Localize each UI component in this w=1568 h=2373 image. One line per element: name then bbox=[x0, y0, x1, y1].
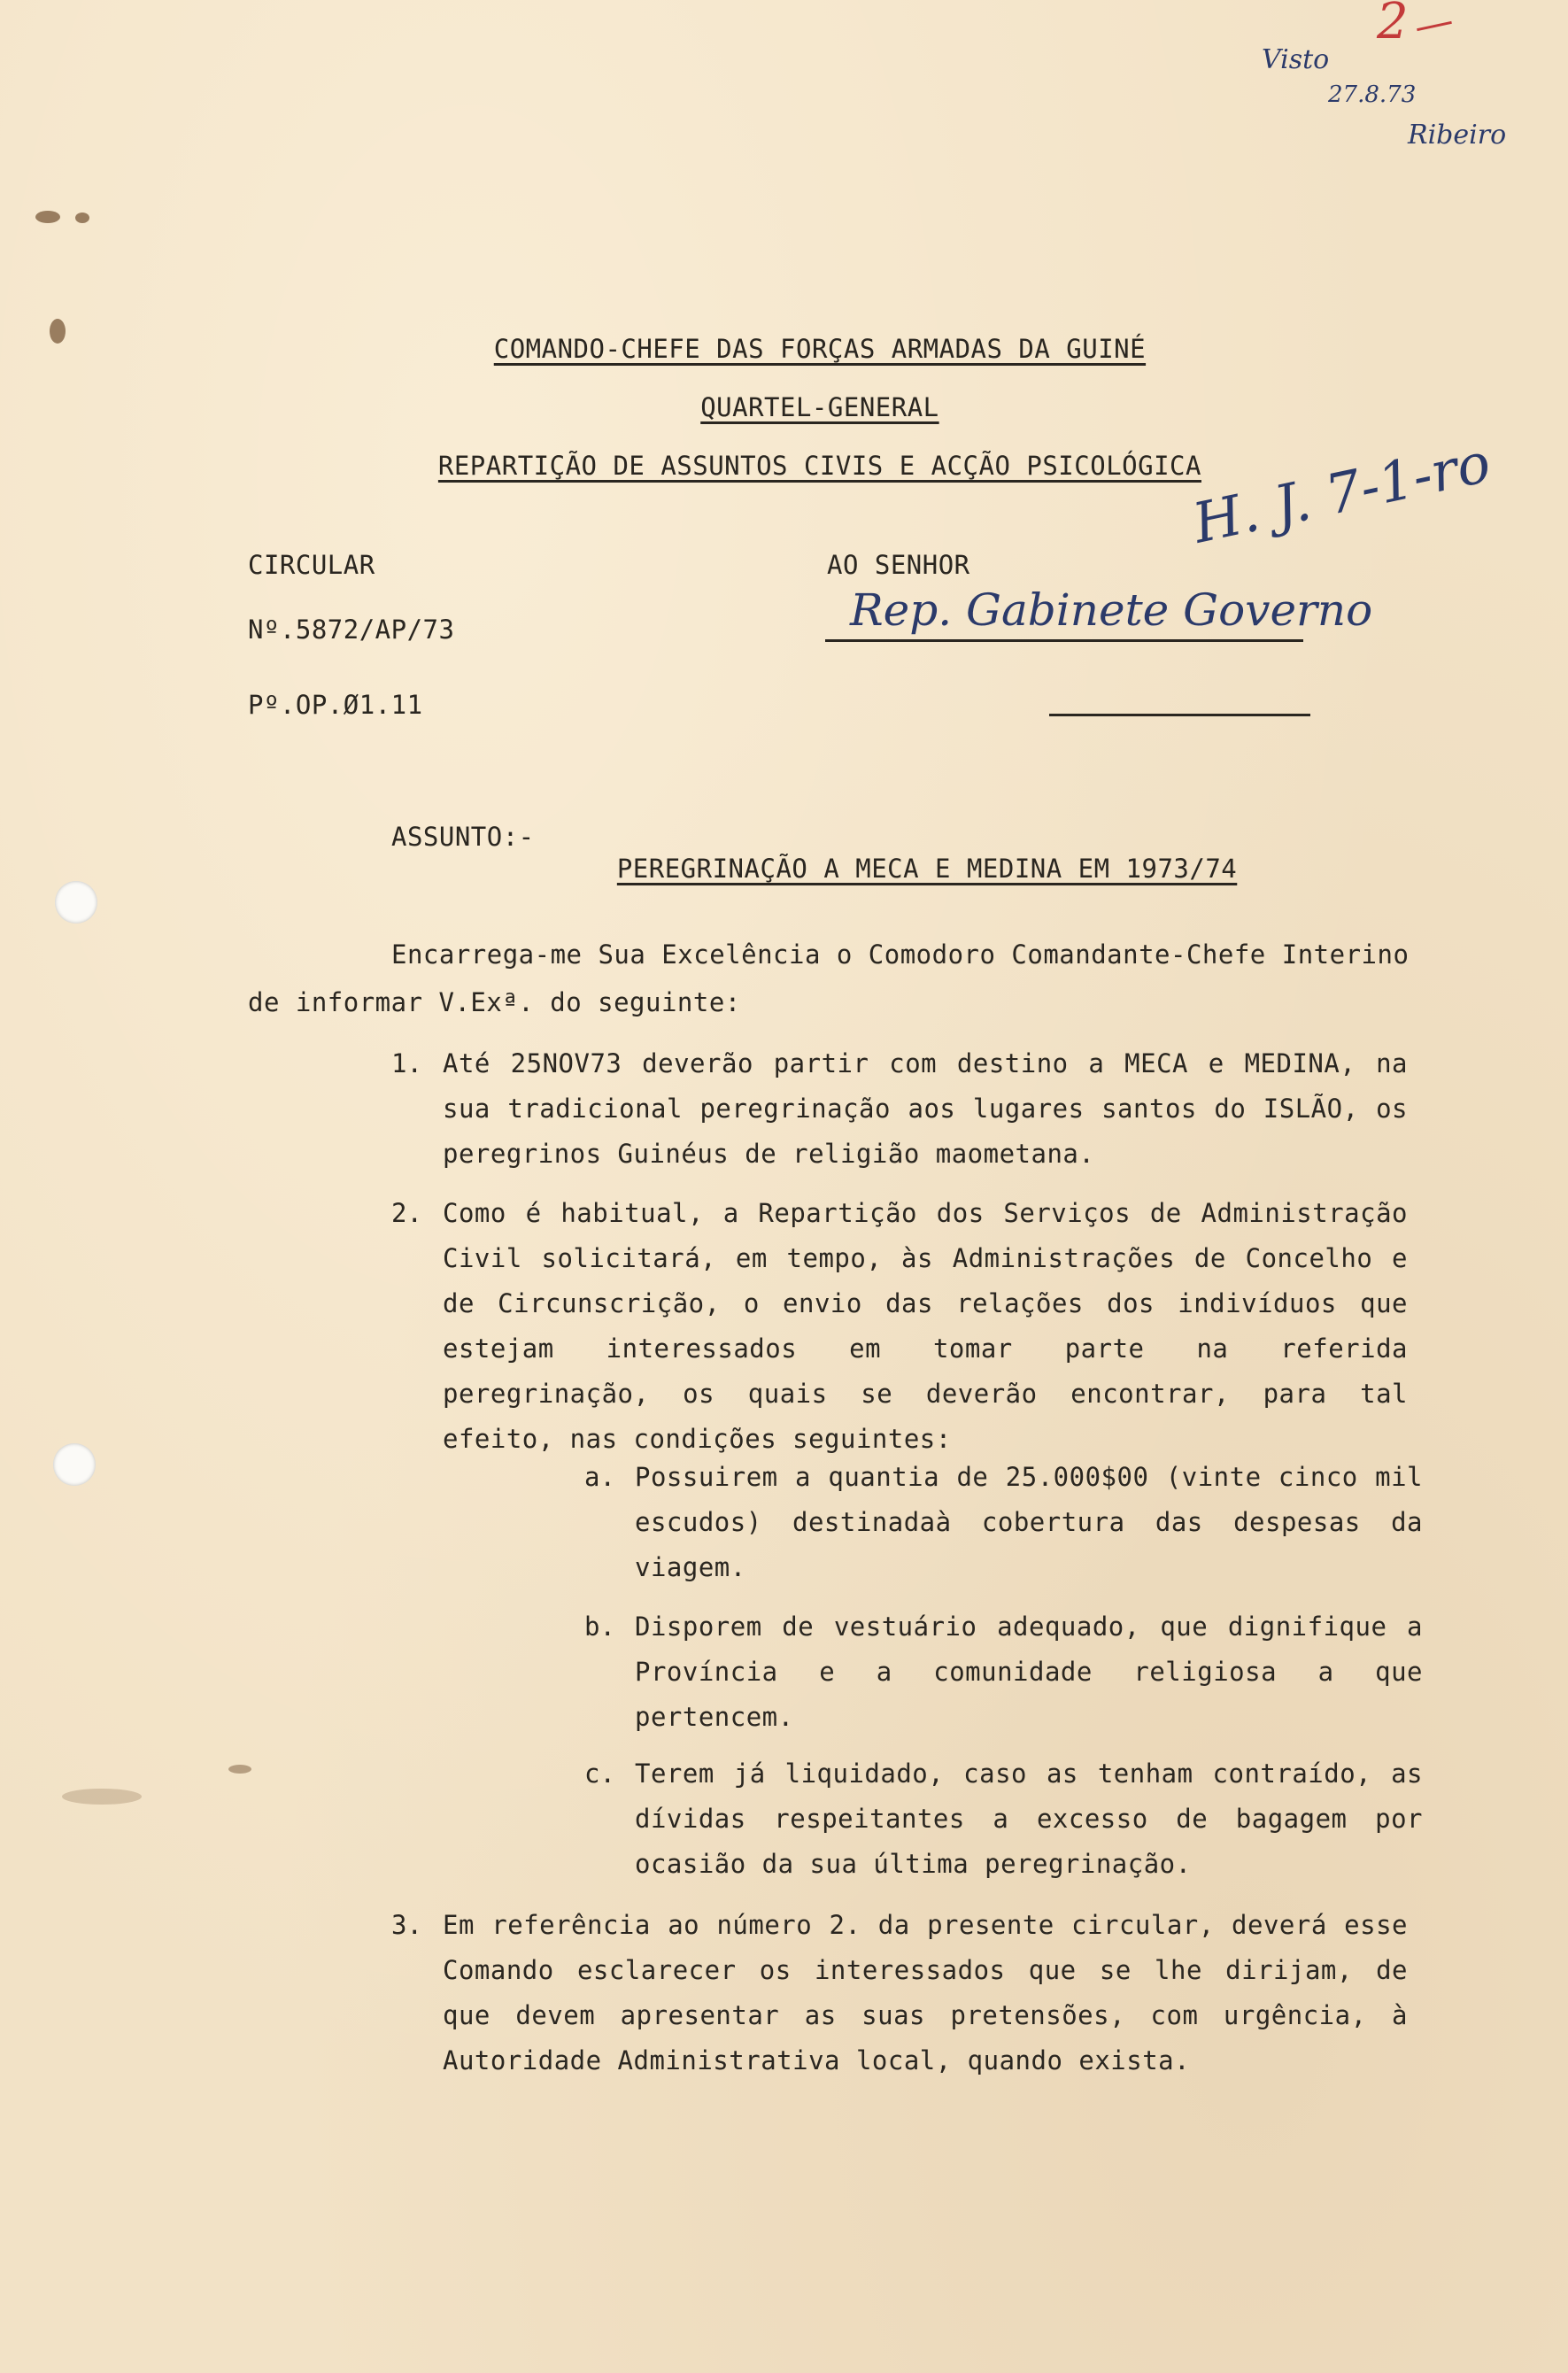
punch-hole-top bbox=[55, 881, 97, 924]
item-text: Em referência ao número 2. da presente circular, deverá esse Comando esclarecer os interessados que se lhe dirijam, de que devem apresentar as suas pretensões, com urgência, à Autoridade Administrativa local, quando exista. bbox=[443, 1910, 1408, 2075]
circular-number: Nº.5872/AP/73 bbox=[248, 615, 455, 645]
subitem-letter: c. bbox=[584, 1758, 615, 1789]
addressee-line-1 bbox=[825, 639, 1303, 642]
intro-line-1: Encarrega-me Sua Excelência o Comodoro Comandante-Chefe Interino bbox=[391, 939, 1410, 970]
item-number: 1. bbox=[391, 1048, 422, 1078]
stain-mark bbox=[62, 1789, 142, 1805]
stain-mark bbox=[75, 213, 89, 223]
header-line-2: QUARTEL-GENERAL bbox=[700, 392, 939, 422]
process-reference: Pº.OP.Ø1.11 bbox=[248, 690, 423, 720]
handwritten-initials: H. J. 7-1-ro bbox=[1187, 429, 1496, 556]
item-text: Como é habitual, a Repartição dos Serviços de Administração Civil solicitará, em tempo, às Administrações de Concelho e de Circunscrição, o envio das relações dos indivíduos que estejam interessados em tomar parte na referida peregrinação, os quais se deverão encontrar, para tal efeito, nas condições seguintes: bbox=[443, 1198, 1408, 1454]
item-number: 2. bbox=[391, 1198, 422, 1228]
subject-text: PEREGRINAÇÃO A MECA E MEDINA EM 1973/74 bbox=[616, 854, 1238, 884]
stain-mark bbox=[228, 1765, 251, 1774]
subitem-text: Disporem de vestuário adequado, que dignifique a Província e a comunidade religiosa a que pertencem. bbox=[635, 1612, 1423, 1732]
stain-mark bbox=[35, 211, 60, 223]
handwritten-addressee: Rep. Gabinete Governo bbox=[850, 584, 1373, 636]
visto-signature: Ribeiro bbox=[1408, 120, 1507, 151]
header-line-3: REPARTIÇÃO DE ASSUNTOS CIVIS E ACÇÃO PSICOLÓGICA bbox=[437, 451, 1201, 481]
punch-hole-bottom bbox=[53, 1443, 96, 1486]
subitem-text: Terem já liquidado, caso as tenham contraído, as dívidas respeitantes a excesso de bagagem por ocasião da sua última peregrinação. bbox=[635, 1758, 1423, 1879]
subitem-letter: b. bbox=[584, 1612, 615, 1642]
subject-label: ASSUNTO:- bbox=[391, 822, 535, 852]
visto-date: 27.8.73 bbox=[1328, 81, 1417, 108]
stain-mark bbox=[50, 319, 66, 344]
red-mark-stroke bbox=[1417, 21, 1452, 31]
subitem-text: Possuirem a quantia de 25.000$00 (vinte cinco mil escudos) destinadaà cobertura das despesas da viagem. bbox=[635, 1462, 1423, 1582]
item-text: Até 25NOV73 deverão partir com destino a MECA e MEDINA, na sua tradicional peregrinação aos lugares santos do ISLÃO, os peregrinos Guinéus de religião maometana. bbox=[443, 1048, 1408, 1169]
subitem-letter: a. bbox=[584, 1462, 615, 1492]
visto-note: Visto bbox=[1262, 44, 1330, 75]
addressee-line-2 bbox=[1049, 714, 1310, 716]
intro-line-2: de informar V.Exª. do seguinte: bbox=[248, 987, 741, 1017]
red-page-mark: 2 bbox=[1377, 0, 1409, 50]
addressee-label: AO SENHOR bbox=[827, 550, 970, 580]
item-number: 3. bbox=[391, 1910, 422, 1940]
circular-label: CIRCULAR bbox=[248, 550, 375, 580]
header-line-1: COMANDO-CHEFE DAS FORÇAS ARMADAS DA GUINÉ bbox=[493, 334, 1147, 364]
